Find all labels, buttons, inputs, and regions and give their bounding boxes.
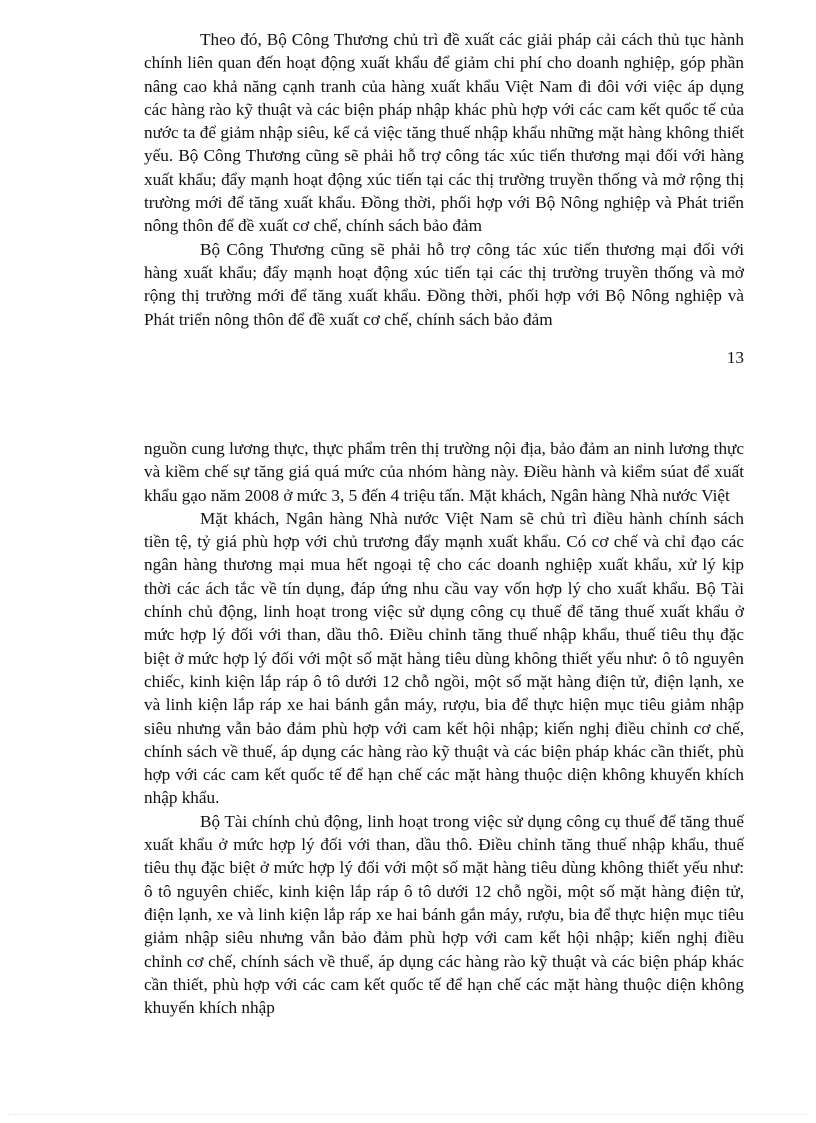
paragraph-state-bank: Mặt khách, Ngân hàng Nhà nước Việt Nam sẽ chủ trì điều hành chính sách tiền tệ, tỷ giá phù hợp với chủ trương đẩy mạnh xuất khẩu. Có cơ chế và chỉ đạo các ngân hàng thương mại mua hết ngoại tệ cho các doanh nghiệp xuất khẩu, xử lý kịp thời các ách tắc về tín dụng, đáp ứng nhu cầu vay vốn hợp lý cho xuất khẩu. Bộ Tài chính chủ động, linh hoạt trong việc sử dụng công cụ thuế để tăng thuế xuất khẩu ở mức hợp lý đối với than, dầu thô. Điều chỉnh tăng thuế nhập khẩu, thuế tiêu thụ đặc biệt ở mức hợp lý đối với một số mặt hàng tiêu dùng không thiết yếu như: ô tô nguyên chiếc, kinh kiện lắp ráp ô tô dưới 12 chỗ ngồi, một số mặt hàng điện tử, điện lạnh, xe và linh kiện lắp ráp xe hai bánh gắn máy, rượu, bia để thực hiện mục tiêu giảm nhập siêu nhưng vẫn bảo đảm phù hợp với cam kết hội nhập; kiến nghị điều chỉnh cơ chế, chính sách về thuế, áp dụng các hàng rào kỹ thuật và các biện pháp khác cần thiết, phù hợp với các cam kết quốc tế để hạn chế các mặt hàng thuộc diện không khuyến khích nhập khẩu.	[144, 508, 744, 808]
paragraph-ministry-finance: Bộ Tài chính chủ động, linh hoạt trong việc sử dụng công cụ thuế để tăng thuế xuất khẩu ở mức hợp lý đối với than, dầu thô. Điều chỉnh tăng thuế nhập khẩu, thuế tiêu thụ đặc biệt ở mức hợp lý đối với một số mặt hàng tiêu dùng không thiết yếu như: ô tô nguyên chiếc, kinh kiện lắp ráp ô tô dưới 12 chỗ ngồi, một số mặt hàng điện tử, điện lạnh, xe và linh kiện lắp ráp xe hai bánh gắn máy, rượu, bia để thực hiện mục tiêu giảm nhập siêu nhưng vẫn bảo đảm phù hợp với cam kết hội nhập; kiến nghị điều chỉnh cơ chế, chính sách về thuế, áp dụng các hàng rào kỹ thuật và các biện pháp khác cần thiết, phù hợp với các cam kết quốc tế để hạn chế các mặt hàng thuộc diện không khuyến khích nhập	[144, 811, 744, 1018]
page-bottom-divider	[8, 1114, 808, 1115]
paragraph-trade-promotion: Bộ Công Thương cũng sẽ phải hỗ trợ công tác xúc tiến thương mại đối với hàng xuất khẩu; đẩy mạnh hoạt động xúc tiến tại các thị trường truyền thống và mở rộng thị trường mới để tăng xuất khẩu. Đồng thời, phối hợp với Bộ Nông nghiệp và Phát triển nông thôn để đề xuất cơ chế, chính sách bảo đảm	[144, 239, 744, 329]
paragraph-ministry-industry-trade: Theo đó, Bộ Công Thương chủ trì đề xuất các giải pháp cải cách thủ tục hành chính liên quan đến hoạt động xuất khẩu để giảm chi phí cho doanh nghiệp, góp phần nâng cao khả năng cạnh tranh của hàng xuất khẩu Việt Nam đi đôi với việc áp dụng các hàng rào kỹ thuật và các biện pháp nhập khác phù hợp với các cam kết quốc tế của nước ta để giảm nhập siêu, kể cả việc tăng thuế nhập khẩu những mặt hàng không thiết yếu. Bộ Công Thương cũng sẽ phải hỗ trợ công tác xúc tiến thương mại đối với hàng xuất khẩu; đẩy mạnh hoạt động xúc tiến tại các thị trường truyền thống và mở rộng thị trường mới để tăng xuất khẩu. Đồng thời, phối hợp với Bộ Nông nghiệp và Phát triển nông thôn để đề xuất cơ chế, chính sách bảo đảm	[144, 30, 744, 236]
page-14-body	[144, 437, 744, 1019]
page-number: 13	[726, 348, 744, 367]
paragraph-food-supply: nguồn cung lương thực, thực phẩm trên thị trường nội địa, bảo đảm an ninh lương thực và kiềm chế sự tăng giá quá mức của nhóm hàng này. Điều hành và kiểm súat để xuất khẩu gạo năm 2008 ở mức 3, 5 đến 4 triệu tấn. Mặt khách, Ngân hàng Nhà nước Việt	[144, 439, 744, 505]
page-13-body	[144, 28, 744, 331]
page-break	[0, 380, 816, 430]
